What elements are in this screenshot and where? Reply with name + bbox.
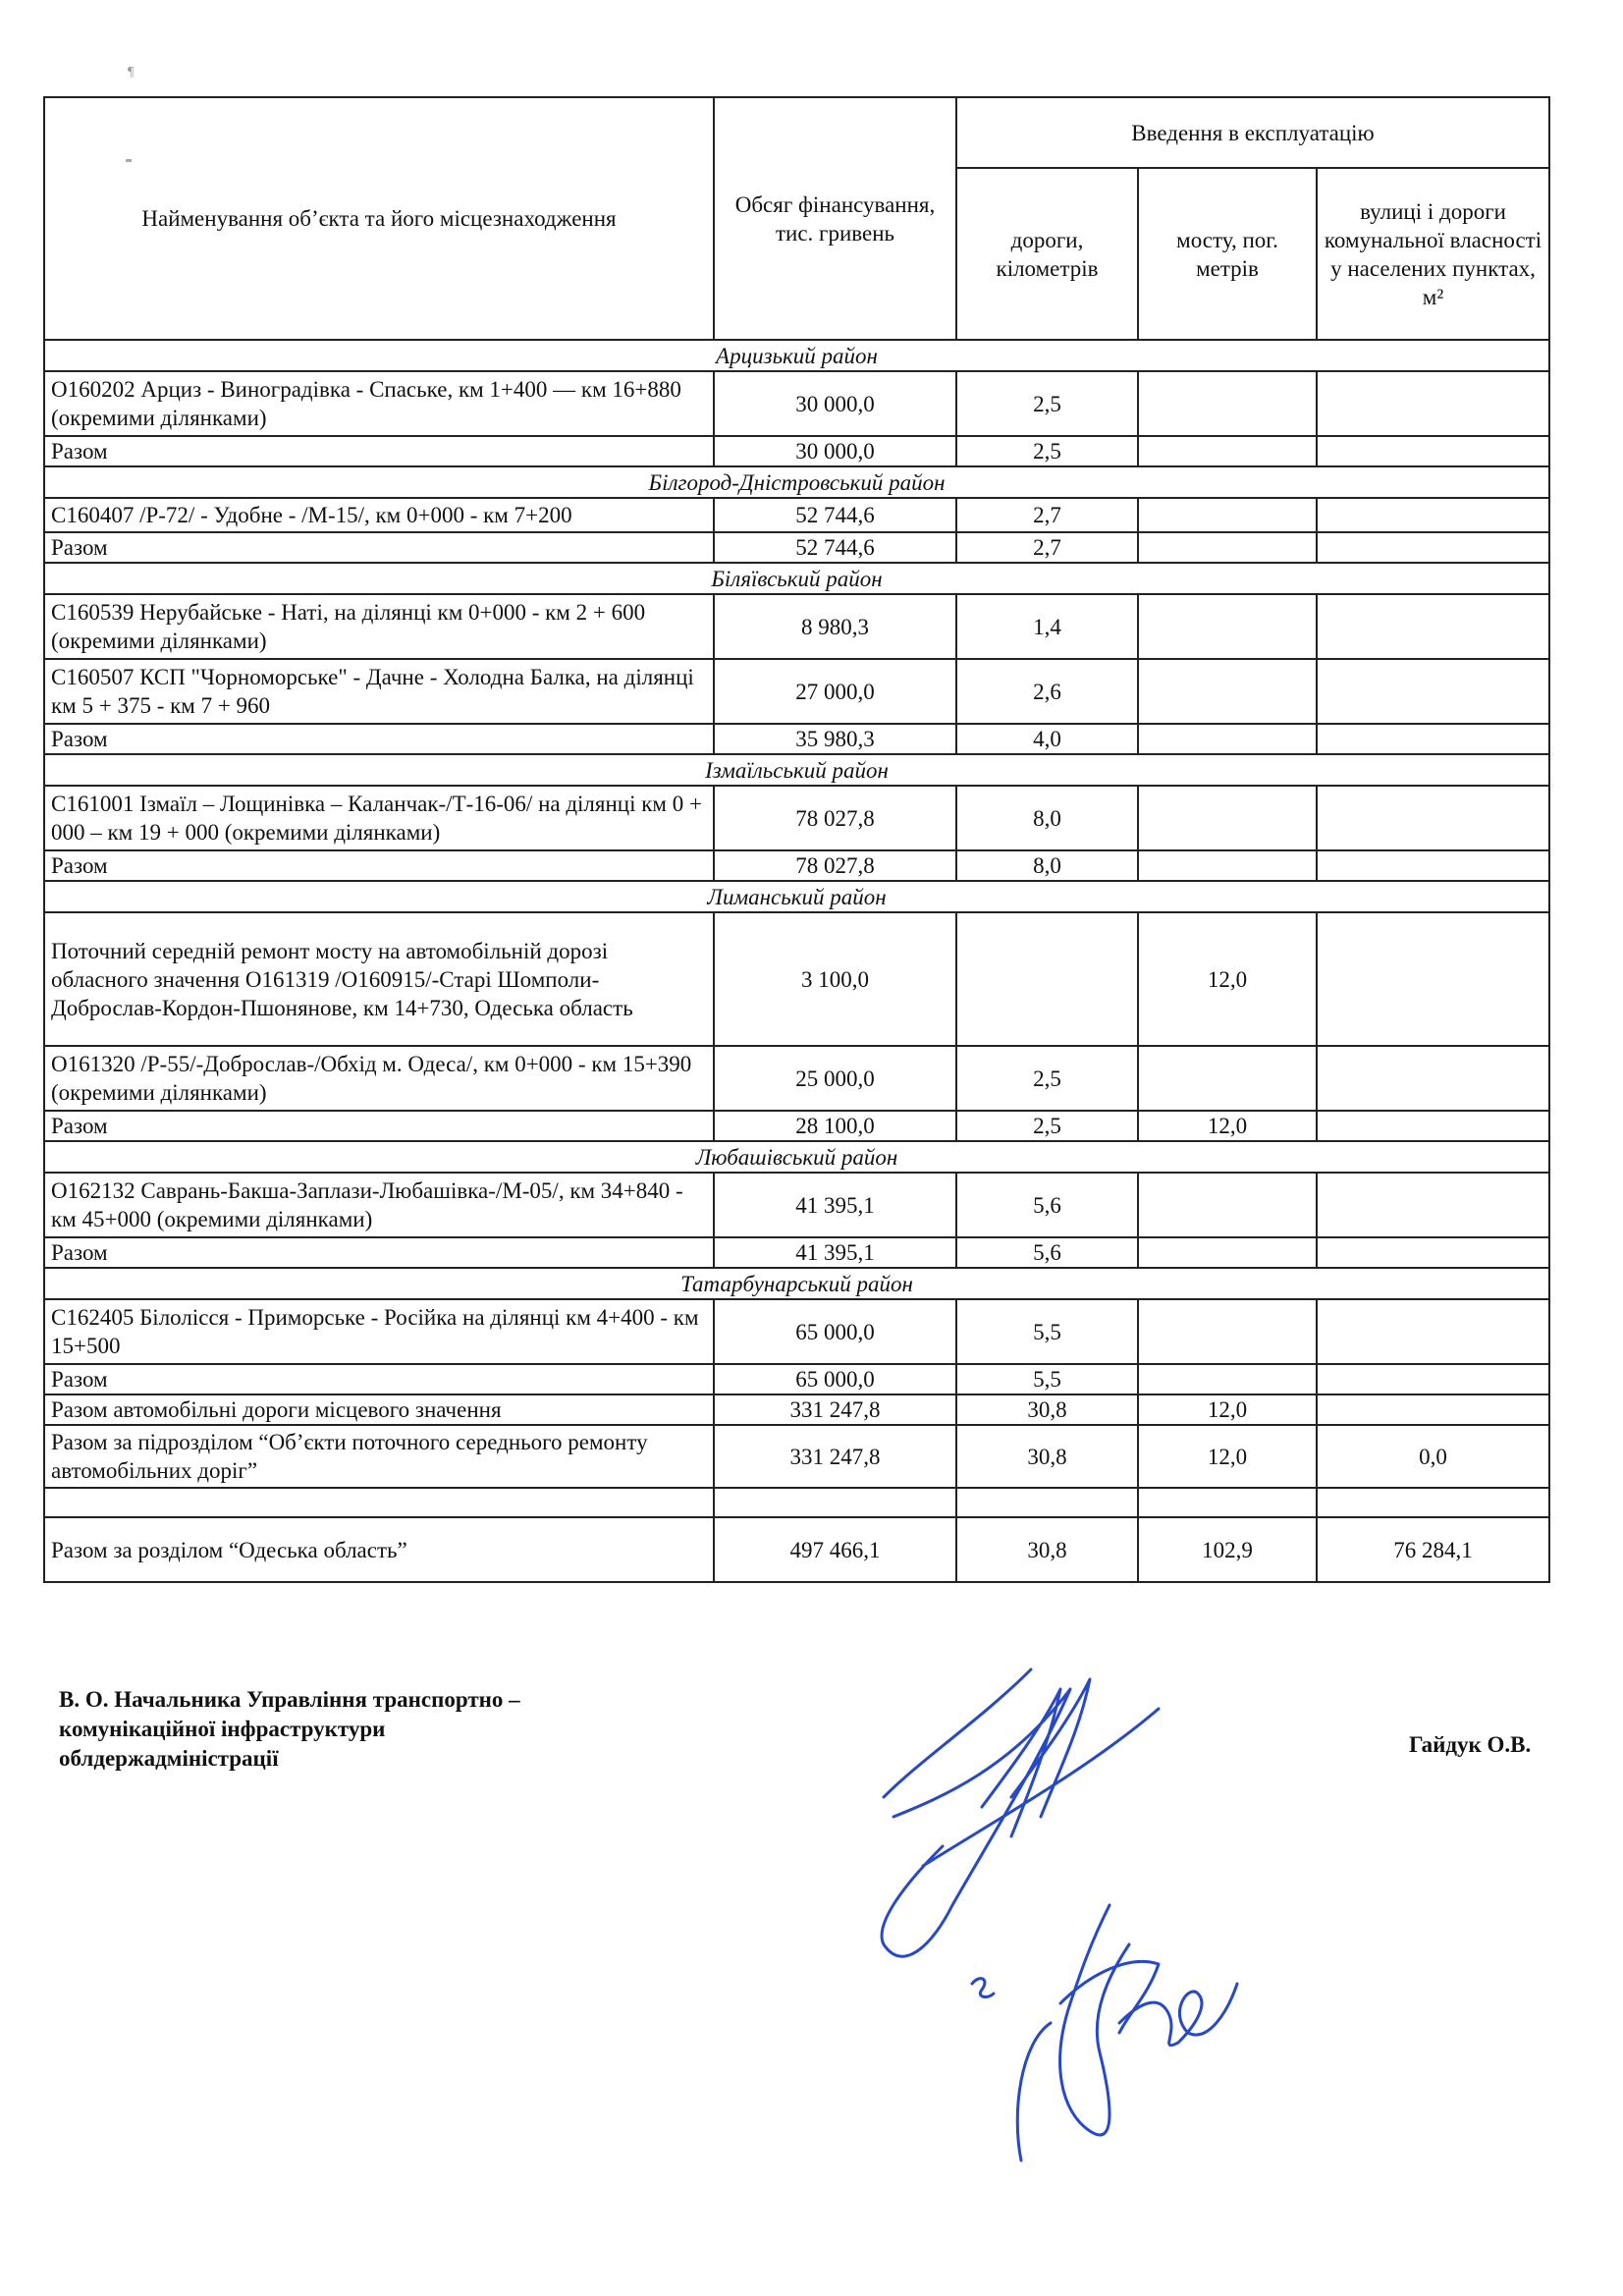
funding-cell: 8 980,3	[714, 594, 956, 659]
total-row	[44, 850, 1549, 881]
funding-cell: 52 744,6	[714, 532, 956, 563]
district-row	[44, 1268, 1549, 1299]
streets-m2-cell: 0,0	[1317, 1425, 1549, 1488]
bridge-m-cell	[1138, 498, 1317, 532]
roads-km-cell: 2,6	[956, 659, 1138, 724]
streets-m2-cell	[1317, 594, 1549, 659]
signer-position-line: В. О. Начальника Управління транспортно –	[59, 1687, 520, 1712]
roads-km-cell: 5,5	[956, 1299, 1138, 1364]
blank-cell	[1138, 1488, 1317, 1517]
bridge-m-cell: 102,9	[1138, 1517, 1317, 1582]
district-name: Ізмаїльський район	[44, 754, 1549, 786]
bridge-m-cell: 12,0	[1138, 1394, 1317, 1425]
object-name-cell: С160539 Нерубайське - Наті, на ділянці км 0+000 - км 2 + 600 (окремими ділянками)	[44, 594, 714, 659]
signer-position-line: облдержадміністрації	[59, 1746, 279, 1771]
header-commissioning: Введення в експлуатацію	[956, 97, 1549, 168]
funding-cell: 30 000,0	[714, 371, 956, 436]
funding-cell: 331 247,8	[714, 1394, 956, 1425]
handwritten-signature	[864, 1650, 1296, 2200]
total-row	[44, 436, 1549, 466]
header-funding: Обсяг фінансування, тис. гривень	[714, 97, 956, 340]
funding-cell: 41 395,1	[714, 1237, 956, 1268]
streets-m2-cell: 76 284,1	[1317, 1517, 1549, 1582]
roads-km-cell: 30,8	[956, 1394, 1138, 1425]
object-name-cell: С160407 /Р-72/ - Удобне - /М-15/, км 0+000 - км 7+200	[44, 498, 714, 532]
roads-km-cell: 2,7	[956, 532, 1138, 563]
district-name: Татарбунарський район	[44, 1268, 1549, 1299]
object-name-cell: Разом	[44, 724, 714, 754]
roads-km-cell: 5,6	[956, 1237, 1138, 1268]
streets-m2-cell	[1317, 912, 1549, 1046]
object-name-cell: О161320 /Р-55/-Доброслав-/Обхід м. Одеса/, км 0+000 - км 15+390 (окремими ділянками)	[44, 1046, 714, 1111]
total-row	[44, 1364, 1549, 1394]
blank-cell	[714, 1488, 956, 1517]
total-row	[44, 532, 1549, 563]
bridge-m-cell	[1138, 532, 1317, 563]
roads-km-cell: 30,8	[956, 1425, 1138, 1488]
bridge-m-cell: 12,0	[1138, 912, 1317, 1046]
roads-km-cell: 5,6	[956, 1173, 1138, 1237]
streets-m2-cell	[1317, 850, 1549, 881]
roads-km-cell: 2,5	[956, 371, 1138, 436]
bridge-m-cell	[1138, 724, 1317, 754]
signer-position-line: комунікаційної інфраструктури	[59, 1717, 386, 1741]
streets-m2-cell	[1317, 786, 1549, 850]
district-row	[44, 340, 1549, 371]
bridge-m-cell: 12,0	[1138, 1111, 1317, 1141]
total-row	[44, 1237, 1549, 1268]
bridge-m-cell	[1138, 786, 1317, 850]
object-row	[44, 1299, 1549, 1364]
object-row	[44, 498, 1549, 532]
bridge-m-cell	[1138, 371, 1317, 436]
funding-cell: 35 980,3	[714, 724, 956, 754]
header-roads-km: дороги, кілометрів	[956, 168, 1138, 340]
funding-cell: 3 100,0	[714, 912, 956, 1046]
roads-km-cell: 2,7	[956, 498, 1138, 532]
streets-m2-cell	[1317, 436, 1549, 466]
object-row	[44, 1046, 1549, 1111]
object-row	[44, 912, 1549, 1046]
streets-m2-cell	[1317, 532, 1549, 563]
object-name-cell: Разом	[44, 1364, 714, 1394]
streets-m2-cell	[1317, 1237, 1549, 1268]
roads-km-cell: 8,0	[956, 850, 1138, 881]
roads-km-cell: 5,5	[956, 1364, 1138, 1394]
district-name: Арцизький район	[44, 340, 1549, 371]
streets-m2-cell	[1317, 1394, 1549, 1425]
funding-cell: 497 466,1	[714, 1517, 956, 1582]
object-name-cell: Разом	[44, 532, 714, 563]
header-streets-m2: вулиці і дороги комунальної власності у населених пунктах, м²	[1317, 168, 1549, 340]
streets-m2-cell	[1317, 498, 1549, 532]
district-name: Любашівський район	[44, 1141, 1549, 1173]
total-row	[44, 1517, 1549, 1582]
roads-km-cell: 30,8	[956, 1517, 1138, 1582]
object-name-cell: О160202 Арциз - Виноградівка - Спаське, км 1+400 — км 16+880 (окремими ділянками)	[44, 371, 714, 436]
district-row	[44, 754, 1549, 786]
bridge-m-cell	[1138, 1046, 1317, 1111]
bridge-m-cell	[1138, 436, 1317, 466]
funding-cell: 78 027,8	[714, 786, 956, 850]
total-row	[44, 1425, 1549, 1488]
object-name-cell: Разом	[44, 1111, 714, 1141]
blank-cell	[956, 1488, 1138, 1517]
district-row	[44, 466, 1549, 498]
funding-cell: 30 000,0	[714, 436, 956, 466]
bridge-m-cell	[1138, 1173, 1317, 1237]
object-name-cell: О162132 Саврань-Бакша-Заплази-Любашівка-/М-05/, км 34+840 - км 45+000 (окремими ділянками)	[44, 1173, 714, 1237]
roads-km-cell: 2,5	[956, 1046, 1138, 1111]
streets-m2-cell	[1317, 1173, 1549, 1237]
commissioning-table	[43, 96, 1550, 1583]
roads-km-cell: 4,0	[956, 724, 1138, 754]
district-row	[44, 563, 1549, 594]
object-row	[44, 786, 1549, 850]
district-row	[44, 881, 1549, 912]
district-name: Біляївський район	[44, 563, 1549, 594]
funding-cell: 27 000,0	[714, 659, 956, 724]
roads-km-cell: 2,5	[956, 1111, 1138, 1141]
district-row	[44, 1141, 1549, 1173]
total-row	[44, 724, 1549, 754]
streets-m2-cell	[1317, 1111, 1549, 1141]
scan-speck: ¶	[128, 65, 135, 80]
object-name-cell: С162405 Білолісся - Приморське - Російка на ділянці км 4+400 - км 15+500	[44, 1299, 714, 1364]
object-row	[44, 1173, 1549, 1237]
roads-km-cell	[956, 912, 1138, 1046]
funding-cell: 65 000,0	[714, 1299, 956, 1364]
object-name-cell: Поточний середній ремонт мосту на автомобільній дорозі обласного значення О161319 /О160915/-Старі Шомполи-Доброслав-Кордон-Пшонянове, км 14+730, Одеська область	[44, 912, 714, 1046]
total-row	[44, 1111, 1549, 1141]
signer-name: Гайдук О.В.	[1409, 1732, 1532, 1757]
district-name: Білгород-Дністровський район	[44, 466, 1549, 498]
bridge-m-cell	[1138, 1364, 1317, 1394]
signer-position	[59, 1685, 520, 1774]
funding-cell: 52 744,6	[714, 498, 956, 532]
object-name-cell: Разом	[44, 1237, 714, 1268]
bridge-m-cell	[1138, 659, 1317, 724]
bridge-m-cell: 12,0	[1138, 1425, 1317, 1488]
object-name-cell: Разом	[44, 850, 714, 881]
streets-m2-cell	[1317, 1046, 1549, 1111]
funding-cell: 41 395,1	[714, 1173, 956, 1237]
funding-cell: 25 000,0	[714, 1046, 956, 1111]
streets-m2-cell	[1317, 371, 1549, 436]
bridge-m-cell	[1138, 1237, 1317, 1268]
bridge-m-cell	[1138, 850, 1317, 881]
streets-m2-cell	[1317, 1299, 1549, 1364]
roads-km-cell: 1,4	[956, 594, 1138, 659]
object-name-cell: Разом за розділом “Одеська область”	[44, 1517, 714, 1582]
object-name-cell: Разом автомобільні дороги місцевого значення	[44, 1394, 714, 1425]
object-row	[44, 594, 1549, 659]
bridge-m-cell	[1138, 1299, 1317, 1364]
streets-m2-cell	[1317, 724, 1549, 754]
blank-cell	[44, 1488, 714, 1517]
table-body	[44, 340, 1549, 1582]
streets-m2-cell	[1317, 1364, 1549, 1394]
funding-cell: 331 247,8	[714, 1425, 956, 1488]
bridge-m-cell	[1138, 594, 1317, 659]
blank-row	[44, 1488, 1549, 1517]
object-name-cell: С160507 КСП "Чорноморське" - Дачне - Холодна Балка, на ділянці км 5 + 375 - км 7 + 960	[44, 659, 714, 724]
object-row	[44, 371, 1549, 436]
total-row	[44, 1394, 1549, 1425]
object-name-cell: С161001 Ізмаїл – Лощинівка – Каланчак-/Т-16-06/ на ділянці км 0 + 000 – км 19 + 000 (окремими ділянками)	[44, 786, 714, 850]
object-row	[44, 659, 1549, 724]
roads-km-cell: 8,0	[956, 786, 1138, 850]
blank-cell	[1317, 1488, 1549, 1517]
roads-km-cell: 2,5	[956, 436, 1138, 466]
funding-cell: 78 027,8	[714, 850, 956, 881]
funding-cell: 28 100,0	[714, 1111, 956, 1141]
header-bridge-m: мосту, пог. метрів	[1138, 168, 1317, 340]
district-name: Лиманський район	[44, 881, 1549, 912]
funding-cell: 65 000,0	[714, 1364, 956, 1394]
header-object-name: Найменування об’єкта та його місцезнаходження	[44, 97, 714, 340]
object-name-cell: Разом	[44, 436, 714, 466]
streets-m2-cell	[1317, 659, 1549, 724]
object-name-cell: Разом за підрозділом “Об’єкти поточного середнього ремонту автомобільних доріг”	[44, 1425, 714, 1488]
